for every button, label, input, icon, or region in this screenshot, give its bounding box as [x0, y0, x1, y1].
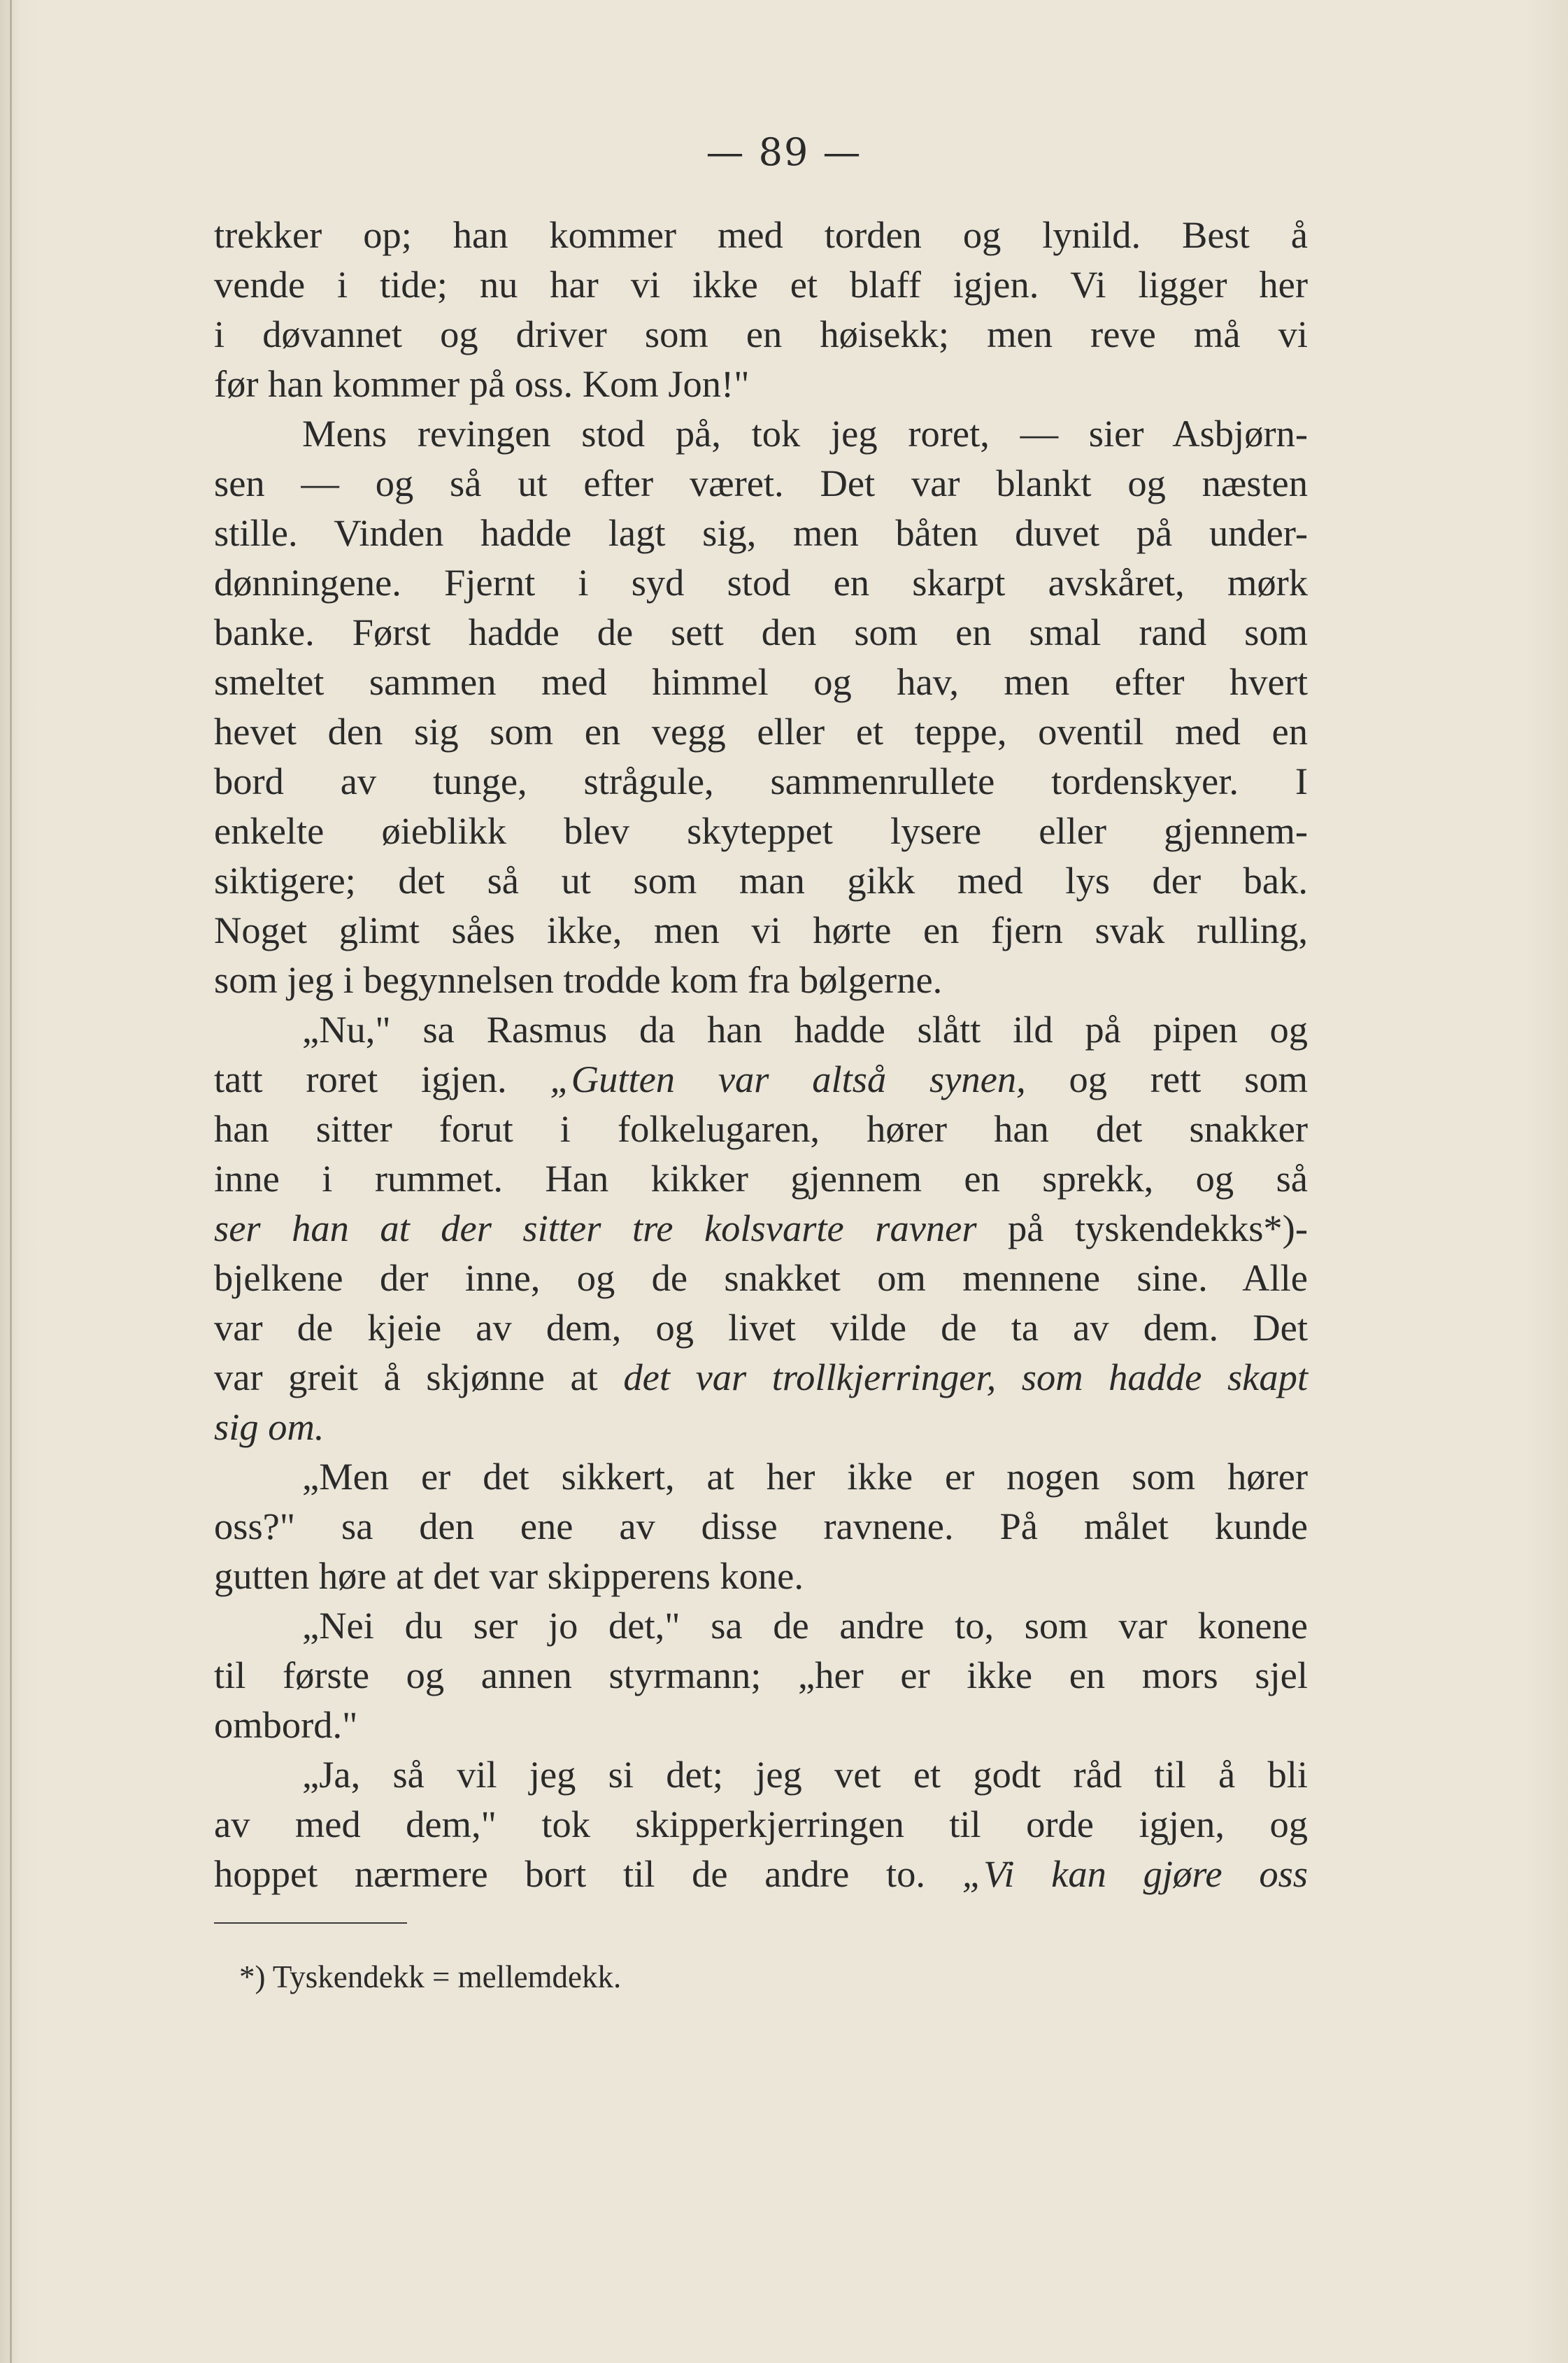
text-line: av med dem," tok skipperkjerringen til orde igjen, og [214, 1803, 1308, 1845]
text-line: inne i rummet. Han kikker gjennem en sprekk, og så [214, 1157, 1308, 1200]
text-line: ser han at der sitter tre kolsvarte ravner på tyskendekks*)- [214, 1207, 1308, 1249]
page-number: — 89 — [706, 130, 862, 174]
text-line: sig om. [214, 1405, 325, 1448]
footnote: *) Tyskendekk = mellemdekk. [239, 1959, 622, 1994]
text-line: i døvannet og driver som en høisekk; men reve må vi [214, 313, 1308, 355]
text-line: Noget glimt såes ikke, men vi hørte en fjern svak rulling, [214, 909, 1308, 951]
text-line: vende i tide; nu har vi ikke et blaff igjen. Vi ligger her [214, 263, 1308, 306]
text-line: sen — og så ut efter været. Det var blankt og næsten [214, 462, 1308, 504]
footnote-divider [214, 1922, 407, 1924]
text-line: ombord." [214, 1703, 358, 1746]
text-line: var greit å skjønne at det var trollkjerringer, som hadde skapt [214, 1356, 1308, 1398]
text-line: bjelkene der inne, og de snakket om mennene sine. Alle [214, 1256, 1308, 1299]
text-line: banke. Først hadde de sett den som en smal rand som [214, 611, 1308, 653]
text-line: han sitter forut i folkelugaren, hører han det snakker [214, 1107, 1308, 1150]
text-line: trekker op; han kommer med torden og lynild. Best å [214, 213, 1308, 256]
text-line: før han kommer på oss. Kom Jon!" [214, 362, 750, 405]
text-line: bord av tunge, strågule, sammenrullete tordenskyer. I [214, 760, 1308, 802]
text-line: enkelte øieblikk blev skyteppet lysere eller gjennem- [214, 809, 1308, 852]
text-line: smeltet sammen med himmel og hav, men efter hvert [214, 660, 1308, 703]
text-line: gutten høre at det var skipperens kone. [214, 1554, 804, 1597]
text-line: „Nei du ser jo det," sa de andre to, som var konene [302, 1604, 1308, 1647]
text-line: dønningene. Fjernt i syd stod en skarpt avskåret, mørk [214, 561, 1308, 604]
text-line: tatt roret igjen. „Gutten var altså synen, og rett som [214, 1058, 1308, 1100]
text-line: stille. Vinden hadde lagt sig, men båten duvet på under- [214, 511, 1308, 554]
page-binding-edge [10, 0, 12, 2363]
text-line: var de kjeie av dem, og livet vilde de ta av dem. Det [214, 1306, 1308, 1349]
text-line: til første og annen styrmann; „her er ikke en mors sjel [214, 1654, 1308, 1696]
text-line: Mens revingen stod på, tok jeg roret, — sier Asbjørn- [302, 412, 1308, 455]
text-line: som jeg i begynnelsen trodde kom fra bølgerne. [214, 958, 943, 1001]
text-line: hevet den sig som en vegg eller et teppe, oventil med en [214, 710, 1308, 753]
text-line: „Ja, så vil jeg si det; jeg vet et godt råd til å bli [302, 1753, 1308, 1796]
body-text [214, 210, 1308, 1899]
text-line: hoppet nærmere bort til de andre to. „Vi kan gjøre oss [214, 1852, 1309, 1895]
text-line: „Nu," sa Rasmus da han hadde slått ild på pipen og [302, 1008, 1308, 1051]
text-line: siktigere; det så ut som man gikk med lys der bak. [214, 859, 1308, 902]
text-line: oss?" sa den ene av disse ravnene. På målet kunde [214, 1505, 1308, 1547]
text-line: „Men er det sikkert, at her ikke er nogen som hører [302, 1455, 1308, 1498]
